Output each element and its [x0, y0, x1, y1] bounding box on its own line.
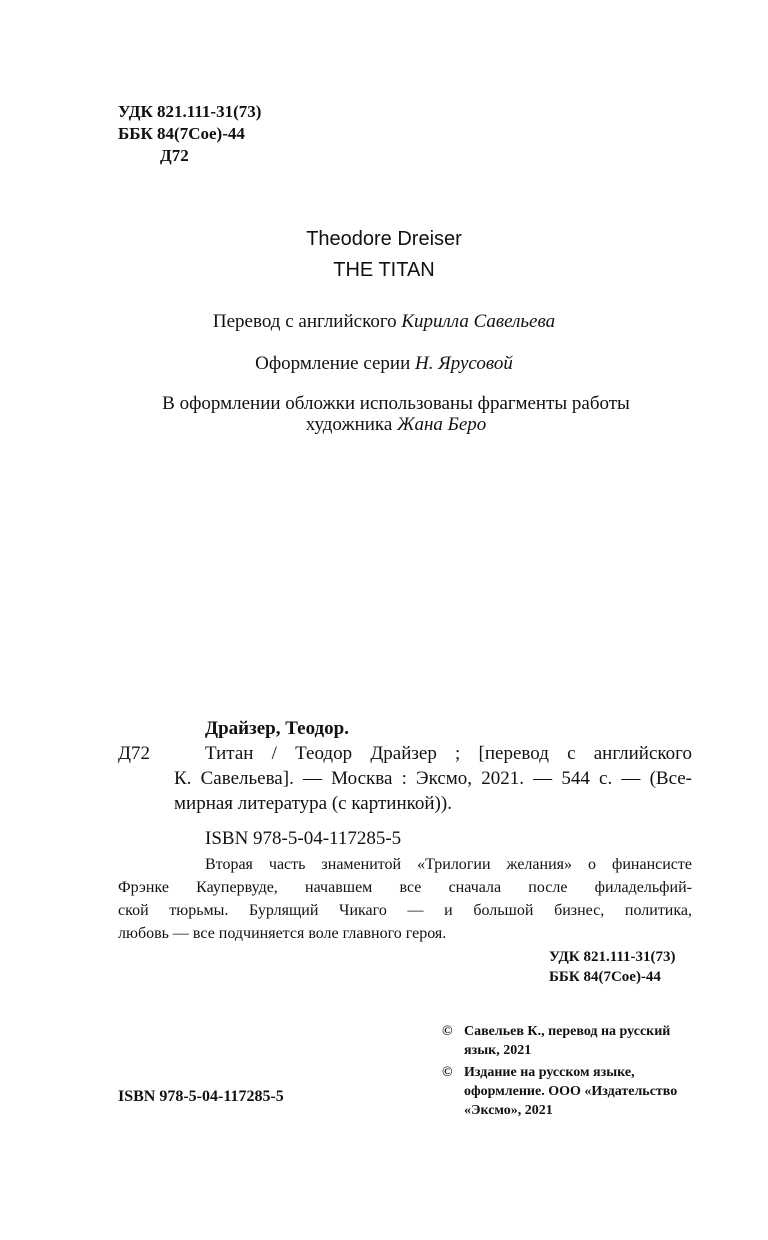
footer-bbk-code: ББК 84(7Сое)-44	[549, 969, 661, 985]
classification-codes	[118, 101, 261, 167]
annotation-line2: Фрэнке Каупервуде, начавшем все сначала после филадельфий-	[118, 879, 692, 896]
translator-name: Кирилла Савельева	[401, 311, 556, 332]
annotation-line1: Вторая часть знаменитой «Трилогии желания» о финансисте	[205, 856, 692, 873]
copyright-item1-line2: язык, 2021	[464, 1043, 532, 1058]
annotation-line4: любовь — все подчиняется воле главного героя.	[118, 925, 447, 942]
translation-credit	[0, 311, 768, 333]
bottom-isbn: ISBN 978-5-04-117285-5	[118, 1088, 284, 1105]
footer-codes	[549, 947, 676, 987]
catalog-line2: К. Савельева]. — Москва : Эксмо, 2021. — 544 с. — (Все-	[174, 768, 692, 789]
catalog-heading: Драйзер, Теодор.	[205, 718, 349, 739]
catalog-line1: Титан / Теодор Драйзер ; [перевод с английского	[205, 743, 692, 764]
cover-credit-line1: В оформлении обложки использованы фрагменты работы	[162, 393, 630, 414]
author-mark: Д72	[160, 146, 189, 165]
original-title: THE TITAN	[333, 259, 435, 281]
series-designer-name: Н. Ярусовой	[415, 353, 513, 374]
cover-credit-line2	[24, 414, 768, 436]
original-author: Theodore Dreiser	[306, 228, 462, 250]
bbk-code: ББК 84(7Сое)-44	[118, 124, 245, 143]
copyright-item2-line1: Издание на русском языке,	[464, 1065, 635, 1080]
udk-code: УДК 821.111-31(73)	[118, 102, 262, 121]
cover-artist-name: Жана Беро	[397, 414, 487, 435]
copyright-icon: ©	[442, 1065, 453, 1080]
copyright-item2-line2: оформление. ООО «Издательство	[464, 1084, 678, 1099]
copyright-item2-line3: «Эксмо», 2021	[464, 1103, 553, 1118]
copyright-icon: ©	[442, 1024, 453, 1039]
series-design-credit	[0, 353, 768, 375]
catalog-code: Д72	[118, 743, 150, 764]
copyright-item1-line1: Савельев К., перевод на русский	[464, 1024, 671, 1039]
copyright-item	[442, 1022, 677, 1060]
series-prefix: Оформление серии	[255, 353, 411, 374]
catalog-isbn: ISBN 978-5-04-117285-5	[205, 828, 402, 849]
copyright-item	[442, 1063, 677, 1120]
copyright-block	[442, 1022, 677, 1123]
catalog-record	[118, 716, 692, 851]
cover-prefix: художника	[305, 414, 393, 435]
footer-udk-code: УДК 821.111-31(73)	[549, 949, 676, 965]
annotation	[118, 853, 692, 945]
catalog-row	[118, 741, 692, 766]
annotation-line3: ской тюрьмы. Бурлящий Чикаго — и большой бизнес, политика,	[118, 902, 692, 919]
catalog-line3: мирная литература (с картинкой)).	[174, 793, 452, 814]
translation-prefix: Перевод с английского	[212, 311, 397, 332]
